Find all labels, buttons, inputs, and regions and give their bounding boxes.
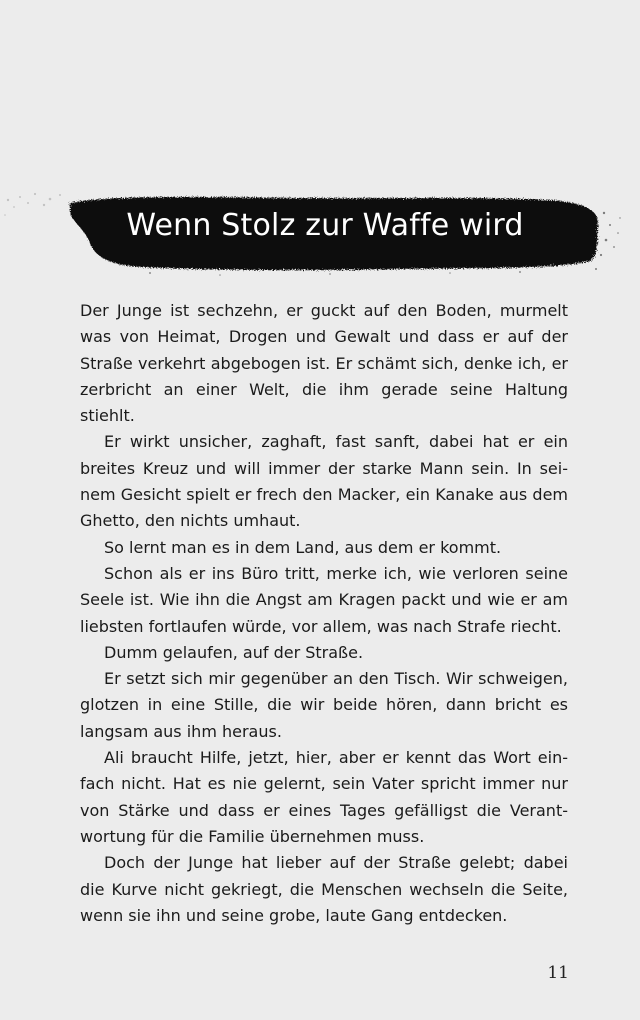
chapter-title: Wenn Stolz zur Waffe wird <box>126 208 524 243</box>
paragraph: Er setzt sich mir gegenüber an den Tisch. Wir schweigen, glotzen in eine Stille, die wir beide hören, dann bricht es langsam aus ihm heraus. <box>80 669 568 741</box>
paragraph: Doch der Junge hat lieber auf der Straße gelebt; dabei die Kurve nicht gekriegt, die Menschen wechseln die Seite, wenn sie ihn und seine grobe, laute Gang entdecken. <box>80 853 568 925</box>
paragraph: Der Junge ist sechzehn, er guckt auf den Boden, murmelt was von Heimat, Drogen und Gewalt und dass er auf der Straße verkehrt abgebogen ist. Er schämt sich, denke ich, er zerbricht an einer Welt, die ihm gerade seine Haltung stiehlt. <box>80 301 568 426</box>
page-number: 11 <box>547 963 569 983</box>
paragraph: So lernt man es in dem Land, aus dem er kommt. <box>104 537 502 557</box>
paragraph: Er wirkt unsicher, zaghaft, fast sanft, dabei hat er ein breites Kreuz und will immer der starke Mann sein. In seinem Gesicht spielt er frech den Macker, ein Kanake aus dem Ghetto, den nichts umhaut. <box>80 432 568 531</box>
paragraph: Ali braucht Hilfe, jetzt, hier, aber er kennt das Wort einfach nicht. Hat es nie gelernt, sein Vater spricht immer nur von Stärke und dass er eines Tages gefälligst die Verantwortung für die Familie übernehmen muss. <box>80 748 568 846</box>
paragraph: Schon als er ins Büro tritt, merke ich, wie verloren seine Seele ist. Wie ihn die Angst am Kragen packt und wie er am liebsten fortlaufen würde, vor allem, was nach Strafe riecht. <box>80 563 568 636</box>
chapter-title-banner <box>0 185 640 280</box>
body-text <box>80 298 568 929</box>
paragraph: Dumm gelaufen, auf der Straße. <box>104 642 364 662</box>
